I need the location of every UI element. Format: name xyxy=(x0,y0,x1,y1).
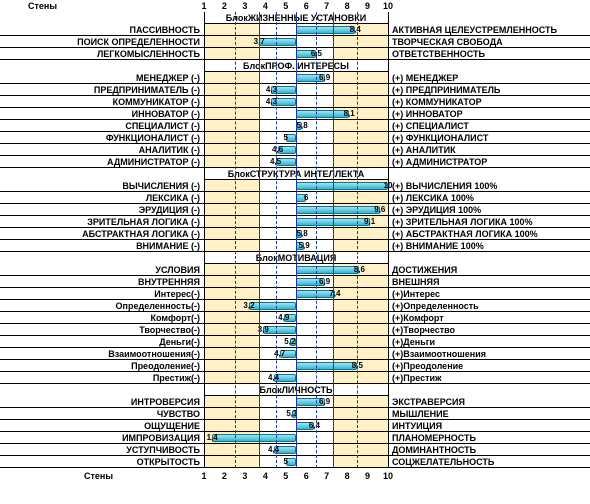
row-right-label: (+) ВЫЧИСЛЕНИЯ 100% xyxy=(388,180,590,192)
row-right-label: (+) СПЕЦИАЛИСТ xyxy=(388,120,590,132)
value-label: 6,9 xyxy=(319,73,331,82)
row-right-label: (+)Творчество xyxy=(388,324,590,336)
value-label: 9,6 xyxy=(374,205,386,214)
value-label: 8,5 xyxy=(351,361,363,370)
center-line xyxy=(296,12,297,468)
scale-tick-label: 4 xyxy=(262,1,268,11)
grid-dashed-line xyxy=(357,12,358,468)
value-label: 5,3 xyxy=(286,409,298,418)
value-label: 4,9 xyxy=(278,313,290,322)
grid-dashed-line xyxy=(316,12,317,468)
row-left-label: МЕНЕДЖЕР (-) xyxy=(0,72,204,84)
row-left-label: ОЩУЩЕНИЕ xyxy=(0,420,204,432)
row-left-label: АДМИНИСТРАТОР (-) xyxy=(0,156,204,168)
row-left-label: ВНИМАНИЕ (-) xyxy=(0,240,204,252)
row-right-label: (+)Комфорт xyxy=(388,312,590,324)
row-left-label: ЛЕКСИКА (-) xyxy=(0,192,204,204)
row-right-label: ЭКСТРАВЕРСИЯ xyxy=(388,396,590,408)
row-right-label: (+) ЗРИТЕЛЬНАЯ ЛОГИКА 100% xyxy=(388,216,590,228)
value-label: 5,2 xyxy=(284,337,296,346)
value-label: 4,3 xyxy=(265,97,278,106)
scale-tick-label-bottom: 7 xyxy=(324,471,330,481)
row-right-label: (+) АДМИНИСТРАТОР xyxy=(388,156,590,168)
section-title: БлокПРОФ. ИНТЕРЕСЫ xyxy=(204,60,388,72)
row-left-label: Деньги(-) xyxy=(0,336,204,348)
row-right-label: (+) МЕНЕДЖЕР xyxy=(388,72,590,84)
scale-tick-label-bottom: 9 xyxy=(365,471,371,481)
scale-tick-label-bottom: 6 xyxy=(303,471,309,481)
value-label: 8,4 xyxy=(349,25,361,34)
row-right-label: (+)Деньги xyxy=(388,336,590,348)
axis-line-1 xyxy=(204,12,205,468)
row-left-label: ФУНКЦИОНАЛИСТ (-) xyxy=(0,132,204,144)
wall-line-left xyxy=(259,12,260,468)
value-label: 6,9 xyxy=(319,277,331,286)
row-right-label: ТВОРЧЕСКАЯ СВОБОДА xyxy=(388,36,590,48)
row-left-label: ИННОВАТОР (-) xyxy=(0,108,204,120)
row-left-label: ВЫЧИСЛЕНИЯ (-) xyxy=(0,180,204,192)
value-label: 9,1 xyxy=(364,217,376,226)
row-right-label: (+)Престиж xyxy=(388,372,590,384)
row-right-label: (+) ЭРУДИЦИЯ 100% xyxy=(388,204,590,216)
scale-tick-label: 5 xyxy=(283,1,289,11)
row-left-label: ЛЕГКОМЫСЛЕННОСТЬ xyxy=(0,48,204,60)
row-right-label: (+)Определенность xyxy=(388,300,590,312)
scale-tick-label-bottom: 1 xyxy=(201,471,207,481)
value-label: 10 xyxy=(383,181,393,190)
row-left-label: ВНУТРЕННЯЯ xyxy=(0,276,204,288)
scale-tick-label: 3 xyxy=(242,1,248,11)
grid-dashed-line xyxy=(276,12,277,468)
value-label: 4,3 xyxy=(265,85,278,94)
row-left-label: Взаимоотношения(-) xyxy=(0,348,204,360)
scale-tick-label: 6 xyxy=(303,1,309,11)
row-right-label: ИНТУИЦИЯ xyxy=(388,420,590,432)
row-right-label: (+) ИННОВАТОР xyxy=(388,108,590,120)
row-right-label: (+) КОММУНИКАТОР xyxy=(388,96,590,108)
value-label: 6,5 xyxy=(310,49,322,58)
value-label: 6 xyxy=(303,193,309,202)
scale-tick-label-bottom: 5 xyxy=(283,471,289,481)
walls-label-top: Стены xyxy=(28,1,58,11)
row-left-label: ЗРИТЕЛЬНАЯ ЛОГИКА (-) xyxy=(0,216,204,228)
row-left-label: АНАЛИТИК (-) xyxy=(0,144,204,156)
row-right-label: ВНЕШНЯЯ xyxy=(388,276,590,288)
value-label: 4,5 xyxy=(269,157,282,166)
value-label: 7,4 xyxy=(329,289,341,298)
row-right-label: (+) ПРЕДПРИНИМАТЕЛЬ xyxy=(388,84,590,96)
row-right-label: ОТВЕТСТВЕННОСТЬ xyxy=(388,48,590,60)
value-label: 3,7 xyxy=(253,37,265,46)
scale-tick-label-bottom: 3 xyxy=(242,471,248,481)
row-left-label: ЧУВСТВО xyxy=(0,408,204,420)
row-left-label: КОММУНИКАТОР (-) xyxy=(0,96,204,108)
row-left-label: ОТКРЫТОСТЬ xyxy=(0,456,204,468)
scale-tick-label-bottom: 2 xyxy=(221,471,227,481)
section-title: БлокСТРУКТУРА ИНТЕЛЛЕКТА xyxy=(204,168,388,180)
scale-tick-label-bottom: 4 xyxy=(262,471,268,481)
value-label: 6,4 xyxy=(308,421,320,430)
row-left-label: Интерес(-) xyxy=(0,288,204,300)
value-label: 5,8 xyxy=(296,121,308,130)
value-label: 8,6 xyxy=(353,265,365,274)
row-right-label: (+)Интерес xyxy=(388,288,590,300)
row-left-label: СПЕЦИАЛИСТ (-) xyxy=(0,120,204,132)
row-left-label: УСЛОВИЯ xyxy=(0,264,204,276)
axis-line-10 xyxy=(388,12,389,468)
scale-tick-label: 9 xyxy=(365,1,371,11)
row-left-label: ПРЕДПРИНИМАТЕЛЬ (-) xyxy=(0,84,204,96)
value-label: 4,4 xyxy=(267,445,280,454)
walls-label-bottom: Стены xyxy=(84,471,114,481)
row-left-label: ИМПРОВИЗАЦИЯ xyxy=(0,432,204,444)
row-right-label: (+) АБСТРАКТНАЯ ЛОГИКА 100% xyxy=(388,228,590,240)
value-label: 5 xyxy=(283,133,288,142)
scale-tick-label: 10 xyxy=(382,1,393,11)
row-left-label: АБСТРАКТНАЯ ЛОГИКА (-) xyxy=(0,228,204,240)
row-left-label: ПАССИВНОСТЬ xyxy=(0,24,204,36)
row-right-label: (+)Преодоление xyxy=(388,360,590,372)
row-left-label: ИНТРОВЕРСИЯ xyxy=(0,396,204,408)
value-label: 4,4 xyxy=(267,373,280,382)
grid-dashed-line xyxy=(235,12,236,468)
row-right-label: ДОМИНАНТНОСТЬ xyxy=(388,444,590,456)
scale-tick-label: 2 xyxy=(221,1,227,11)
value-label: 5,8 xyxy=(296,229,308,238)
row-right-label: АКТИВНАЯ ЦЕЛЕУСТРЕМЛЕННОСТЬ xyxy=(388,24,590,36)
row-right-label: (+) ЛЕКСИКА 100% xyxy=(388,192,590,204)
value-label: 1,4 xyxy=(206,433,218,442)
value-label: 5,9 xyxy=(298,241,310,250)
scale-tick-label: 7 xyxy=(324,1,330,11)
row-right-label: (+)Взаимоотношения xyxy=(388,348,590,360)
value-bar xyxy=(296,182,388,190)
value-label: 3,2 xyxy=(243,301,255,310)
row-left-label: Преодоление(-) xyxy=(0,360,204,372)
value-label: 3,9 xyxy=(257,325,269,334)
value-label: 8,1 xyxy=(343,109,355,118)
section-title: БлокЛИЧНОСТЬ xyxy=(204,384,388,396)
row-left-label: ЭРУДИЦИЯ (-) xyxy=(0,204,204,216)
row-left-label: Творчество(-) xyxy=(0,324,204,336)
section-title: БлокМОТИВАЦИЯ xyxy=(204,252,388,264)
row-right-label: СОЦЖЕЛАТЕЛЬНОСТЬ xyxy=(388,456,590,468)
row-right-label: ПЛАНОМЕРНОСТЬ xyxy=(388,432,590,444)
row-right-label: (+) АНАЛИТИК xyxy=(388,144,590,156)
row-left-label: УСТУПЧИВОСТЬ xyxy=(0,444,204,456)
row-left-label: Престиж(-) xyxy=(0,372,204,384)
scale-tick-label: 1 xyxy=(201,1,207,11)
value-label: 4,6 xyxy=(272,145,284,154)
value-label: 6,9 xyxy=(319,397,331,406)
row-right-label: (+) ВНИМАНИЕ 100% xyxy=(388,240,590,252)
value-label: 5 xyxy=(283,457,288,466)
scale-tick-label: 8 xyxy=(344,1,350,11)
row-right-label: ДОСТИЖЕНИЯ xyxy=(388,264,590,276)
row-left-label: ПОИСК ОПРЕДЕЛЕННОСТИ xyxy=(0,36,204,48)
scale-tick-label-bottom: 8 xyxy=(344,471,350,481)
row-right-label: (+) ФУНКЦИОНАЛИСТ xyxy=(388,132,590,144)
wall-line-right xyxy=(333,12,334,468)
row-left-label: Определенность(-) xyxy=(0,300,204,312)
value-bar xyxy=(212,434,296,442)
row-right-label: МЫШЛЕНИЕ xyxy=(388,408,590,420)
row-left-label: Комфорт(-) xyxy=(0,312,204,324)
scale-tick-label-bottom: 10 xyxy=(382,471,393,481)
section-title: БлокЖИЗНЕННЫЕ УСТАНОВКИ xyxy=(204,12,388,24)
value-label: 4,7 xyxy=(274,349,286,358)
